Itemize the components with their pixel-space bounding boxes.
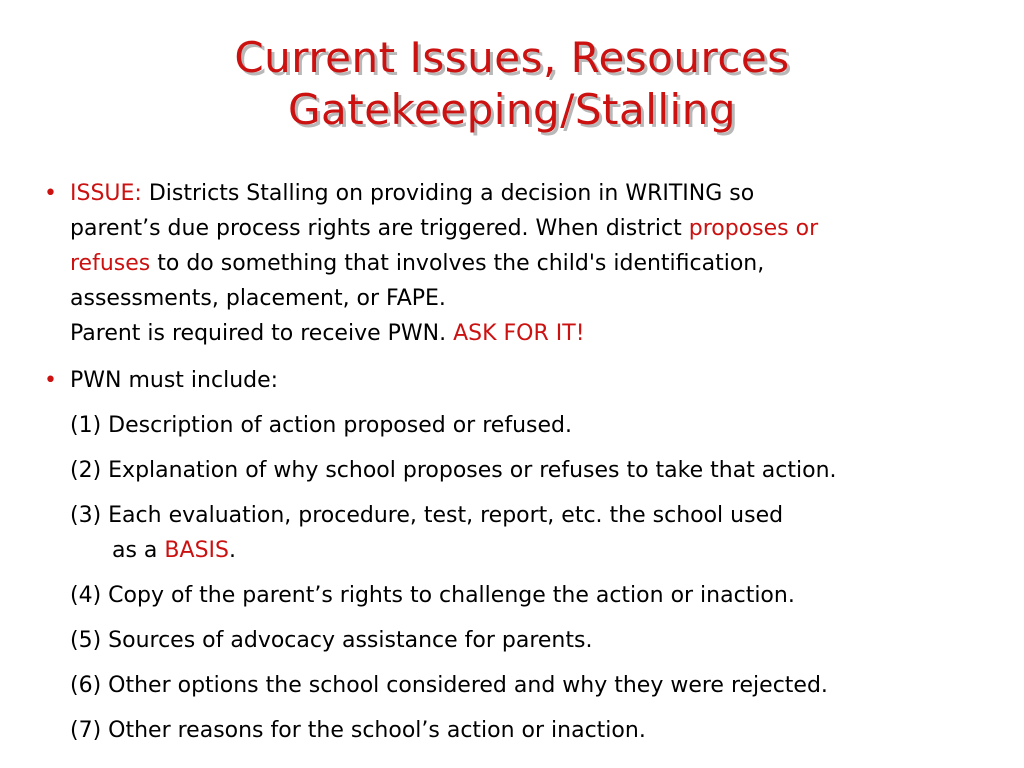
- list-item: (1) Description of action proposed or refused.: [70, 413, 572, 438]
- list-item: (6) Other options the school considered and why they were rejected.: [70, 673, 828, 698]
- list-item: [70, 498, 1024, 568]
- list-item: (5) Sources of advocacy assistance for parents.: [70, 628, 593, 653]
- issue-highlight-proposes: proposes or: [688, 216, 819, 241]
- bullet-issue-line-1: [70, 176, 1024, 211]
- issue-text-3: to do something that involves the child's identification,: [150, 251, 765, 276]
- list-item-continuation: [70, 533, 1024, 568]
- bullet-pwn: [0, 363, 1024, 398]
- list-item-text: (3) Each evaluation, procedure, test, report, etc. the school used: [70, 503, 784, 528]
- issue-highlight-ask: ASK FOR IT!: [453, 321, 585, 346]
- issue-text-1: Districts Stalling on providing a decision in WRITING so: [141, 181, 755, 206]
- issue-highlight-refuses: refuses: [70, 251, 151, 276]
- slide-body: [0, 176, 1024, 758]
- list-item-text: as a: [112, 538, 165, 563]
- list-item: (4) Copy of the parent’s rights to challenge the action or inaction.: [70, 583, 795, 608]
- list-item: (2) Explanation of why school proposes or refuses to take that action.: [70, 458, 837, 483]
- slide-title: [0, 32, 1024, 136]
- bullet-issue-line-2: [70, 211, 1024, 246]
- issue-text-2: parent’s due process rights are triggered. When district: [70, 216, 689, 241]
- bullet-issue-line-3: [70, 246, 1024, 281]
- slide-title-line-2: Gatekeeping/Stalling: [287, 85, 736, 134]
- basis-highlight: BASIS: [164, 538, 229, 563]
- list-item-text: .: [228, 538, 236, 563]
- bullet-issue-line-5: [70, 316, 1024, 351]
- pwn-requirements-list: [0, 408, 1024, 748]
- bullet-dot: •: [44, 368, 57, 393]
- issue-label: ISSUE:: [70, 181, 142, 206]
- issue-text-5: Parent is required to receive PWN.: [70, 321, 454, 346]
- list-item: (7) Other reasons for the school’s action or inaction.: [70, 718, 646, 743]
- bullet-pwn-text: PWN must include:: [70, 368, 279, 393]
- bullet-dot: •: [44, 181, 57, 206]
- bullet-issue-line-4: assessments, placement, or FAPE.: [70, 286, 446, 311]
- slide-title-line-1: Current Issues, Resources: [234, 33, 790, 82]
- bullet-issue: [0, 176, 1024, 351]
